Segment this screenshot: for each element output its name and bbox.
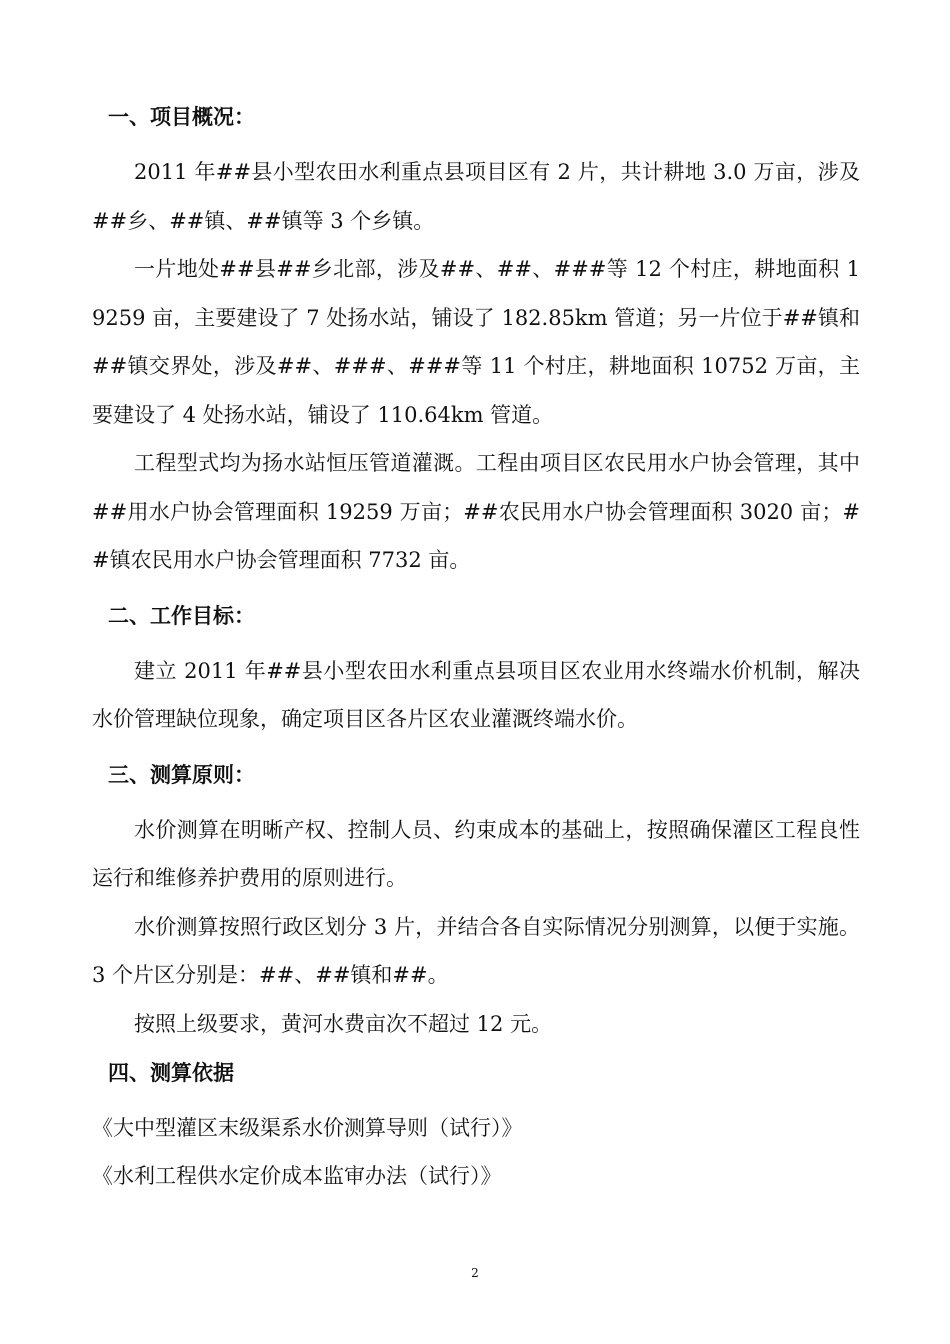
paragraph-principles-division: 水价测算按照行政区划分 3 片，并结合各自实际情况分别测算，以便于实施。3 个片区分别是：##、##镇和##。: [92, 914, 860, 987]
paragraph-principles-fee-limit: 按照上级要求，黄河水费亩次不超过 12 元。: [134, 1011, 553, 1036]
document-body: [92, 92, 860, 1200]
section-heading-goals: 二、工作目标：: [108, 602, 255, 628]
page-number: 2: [471, 1266, 479, 1280]
section-heading-basis: 四、测算依据: [108, 1060, 234, 1085]
paragraph-overview-areas: 一片地处##县##乡北部，涉及##、##、###等 12 个村庄，耕地面积 19259 亩，主要建设了 7 处扬水站，铺设了 182.85km 管道；另一片位于##镇和##镇交界处，涉及##、###、###等 11 个村庄，耕地面积 10752 万亩，主要建设了 4 处扬水站，铺设了 110.64km 管道。: [92, 257, 860, 427]
reference-item: 《大中型灌区末级渠系水价测算导则（试行）》: [92, 1116, 523, 1140]
paragraph-principles-basis: 水价测算在明晰产权、控制人员、约束成本的基础上，按照确保灌区工程良性运行和维修养护费用的原则进行。: [92, 817, 860, 890]
paragraph-goals: 建立 2011 年##县小型农田水利重点县项目区农业用水终端水价机制，解决水价管理缺位现象，确定项目区各片区农业灌溉终端水价。: [92, 658, 860, 731]
paragraph-overview-summary: 2011 年##县小型农田水利重点县项目区有 2 片，共计耕地 3.0 万亩，涉及##乡、##镇、##镇等 3 个乡镇。: [92, 160, 860, 233]
paragraph-overview-management: 工程型式均为扬水站恒压管道灌溉。工程由项目区农民用水户协会管理，其中##用水户协会管理面积 19259 万亩；##农民用水户协会管理面积 3020 亩；##镇农民用水户协会管理面积 7732 亩。: [92, 451, 860, 572]
section-heading-overview: 一、项目概况：: [108, 104, 255, 129]
section-heading-principles: 三、测算原则：: [108, 761, 255, 787]
reference-item: 《水利工程供水定价成本监审办法（试行）》: [92, 1164, 502, 1188]
